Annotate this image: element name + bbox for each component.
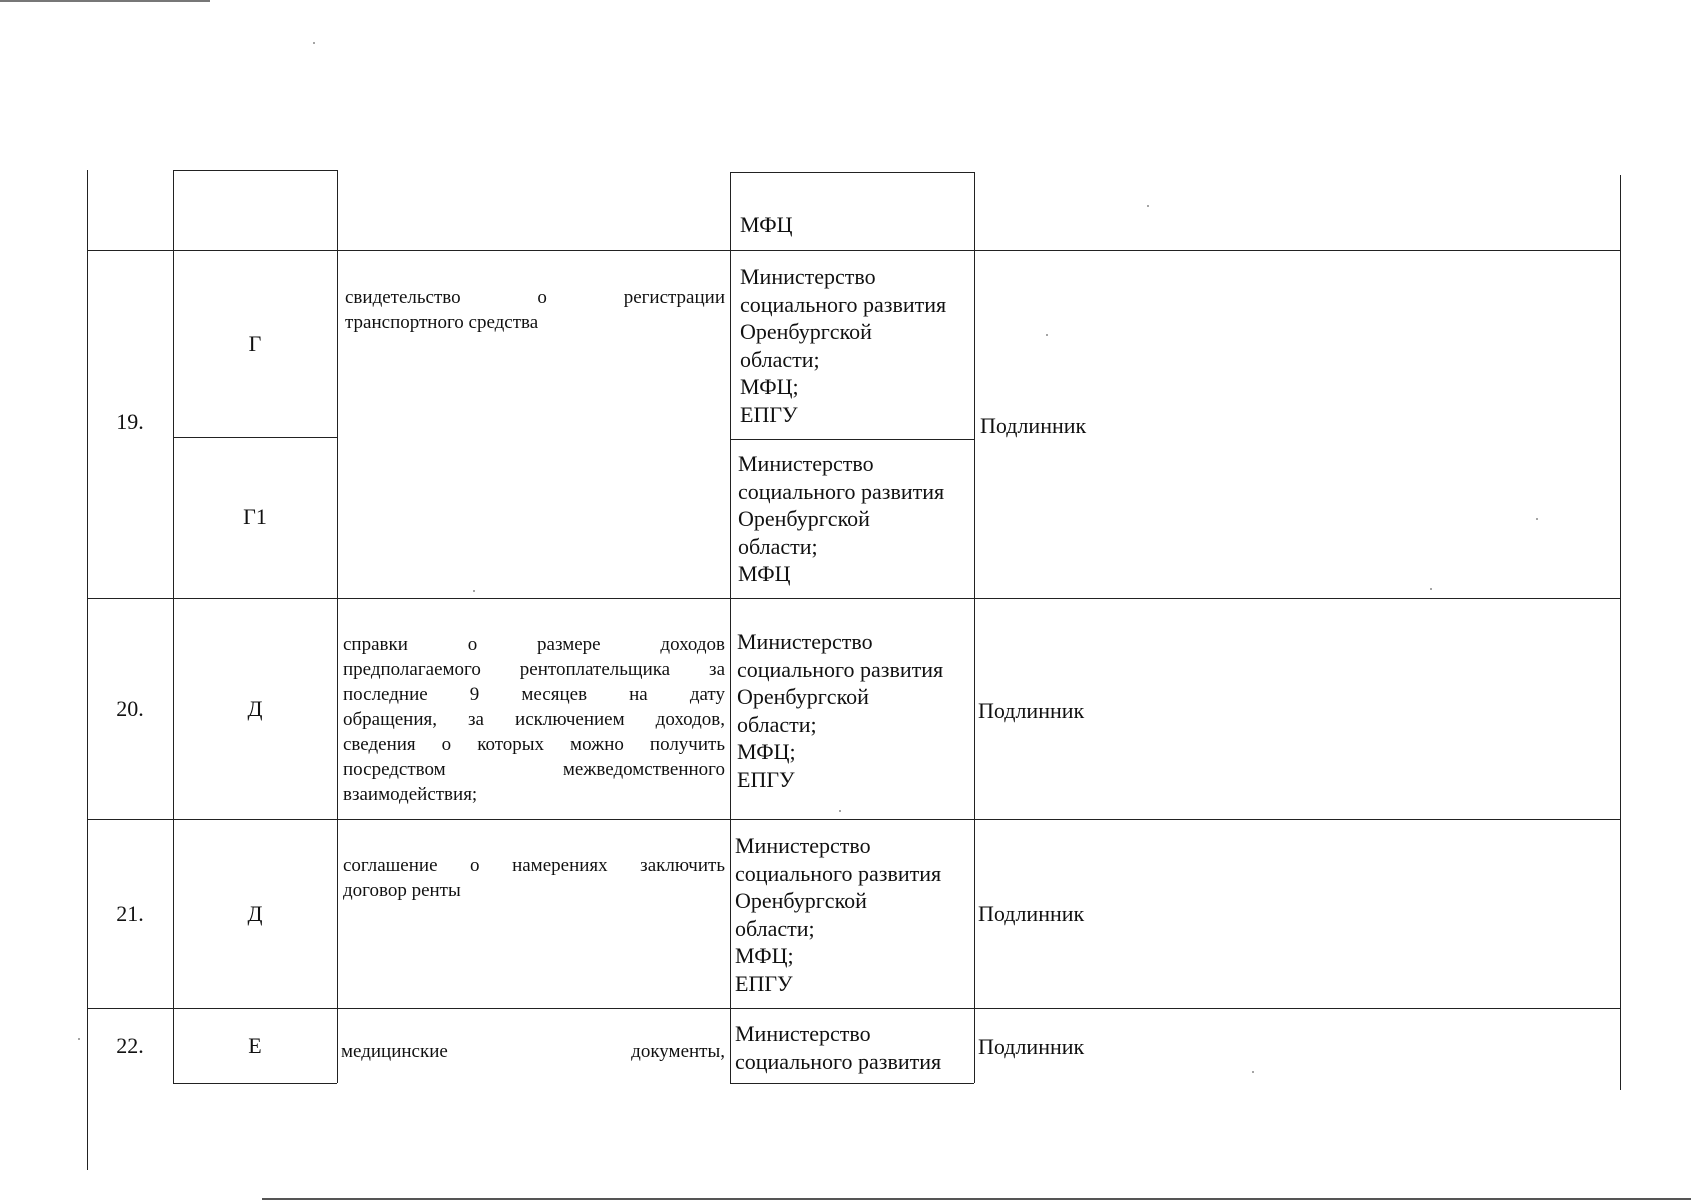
table-bottom-border (173, 1083, 337, 1084)
source-line: области; (737, 711, 817, 737)
row-divider (87, 250, 1620, 251)
source-line: ЕПГУ (737, 766, 795, 792)
scan-speck (1430, 588, 1432, 590)
description-line: предполагаемого рентоплательщика за (343, 659, 725, 680)
description-line: сведения о которых можно получить (343, 734, 725, 755)
source-line: социального развития (735, 1048, 942, 1074)
row-source (737, 628, 943, 793)
source-line: Министерство (735, 1021, 871, 1046)
scan-speck (473, 590, 475, 592)
source-line: ЕПГУ (735, 970, 793, 996)
table-top-border (730, 172, 974, 173)
source-line: МФЦ; (740, 374, 799, 399)
table-col-divider (173, 170, 174, 1083)
row-form: Подлинник (980, 413, 1087, 438)
description-line: последние 9 месяцев на дату (343, 684, 725, 705)
source-line: Оренбургской (738, 506, 870, 531)
row-form: Подлинник (978, 901, 1085, 926)
source-line: области; (740, 346, 820, 372)
description-line: медицинские документы, (341, 1041, 725, 1062)
row-source (735, 1020, 941, 1075)
row-description (343, 853, 725, 903)
source-line: МФЦ; (737, 739, 796, 764)
subrow-divider (173, 437, 337, 438)
description-line: соглашение о намерениях заключить (343, 855, 725, 876)
row-description (341, 1039, 725, 1064)
scan-edge-top (0, 0, 210, 2)
row-form: Подлинник (978, 1034, 1085, 1059)
scan-speck (1536, 518, 1538, 520)
source-line: Министерство (738, 451, 874, 476)
row-description (345, 285, 725, 335)
source-line: социального развития (737, 656, 944, 682)
scan-speck (1046, 334, 1048, 336)
table-col-divider (974, 172, 975, 1083)
table-border-right (1620, 175, 1621, 1090)
description-line: свидетельство о регистрации (345, 287, 725, 308)
description-line: транспортного средства (345, 312, 539, 333)
source-line: МФЦ; (735, 943, 794, 968)
description-line: взаимодействия; (343, 784, 478, 805)
source-line: Оренбургской (735, 888, 867, 913)
row-code: Д (247, 696, 263, 721)
table-border-left (87, 170, 88, 1170)
source-line: Министерство (740, 264, 876, 289)
table-bottom-border (730, 1083, 974, 1084)
source-line: социального развития (740, 291, 947, 317)
row-number: 22. (116, 1033, 144, 1058)
source-line: Оренбургской (740, 319, 872, 344)
row-code: Д (247, 901, 263, 926)
scan-speck (1252, 1071, 1254, 1073)
row-divider (87, 598, 1620, 599)
source-line: Министерство (735, 833, 871, 858)
scan-speck (1147, 205, 1149, 207)
description-line: обращения, за исключением доходов, (343, 709, 725, 730)
row-source (738, 450, 944, 588)
source-line: Министерство (737, 629, 873, 654)
source-line: МФЦ (738, 561, 791, 586)
scan-speck (839, 810, 841, 812)
row-code: Г (248, 331, 262, 356)
source-line: МФЦ (740, 212, 793, 237)
row-number: 21. (116, 901, 144, 926)
row-source (740, 263, 946, 428)
description-line: посредством межведомственного (343, 759, 725, 780)
description-line: справки о размере доходов (343, 634, 725, 655)
source-line: области; (738, 533, 818, 559)
row-code: Г1 (243, 504, 267, 529)
table-col-divider (337, 170, 338, 1083)
table-col-divider (730, 172, 731, 1083)
source-line: социального развития (738, 478, 945, 504)
row-number: 20. (116, 696, 144, 721)
scan-speck (78, 1038, 80, 1040)
row-form: Подлинник (978, 698, 1085, 723)
row-number: 19. (116, 409, 144, 434)
description-line: договор ренты (343, 880, 461, 901)
row-description (343, 632, 725, 807)
source-line: ЕПГУ (740, 401, 798, 427)
scan-speck (313, 42, 315, 44)
row-source (740, 211, 793, 239)
row-code: Е (248, 1033, 262, 1058)
row-divider (87, 1008, 1620, 1009)
table-top-border (173, 170, 337, 171)
row-source (735, 832, 941, 997)
source-line: области; (735, 915, 815, 941)
source-line: социального развития (735, 860, 942, 886)
subrow-divider (730, 439, 974, 440)
source-line: Оренбургской (737, 684, 869, 709)
row-divider (87, 819, 1620, 820)
